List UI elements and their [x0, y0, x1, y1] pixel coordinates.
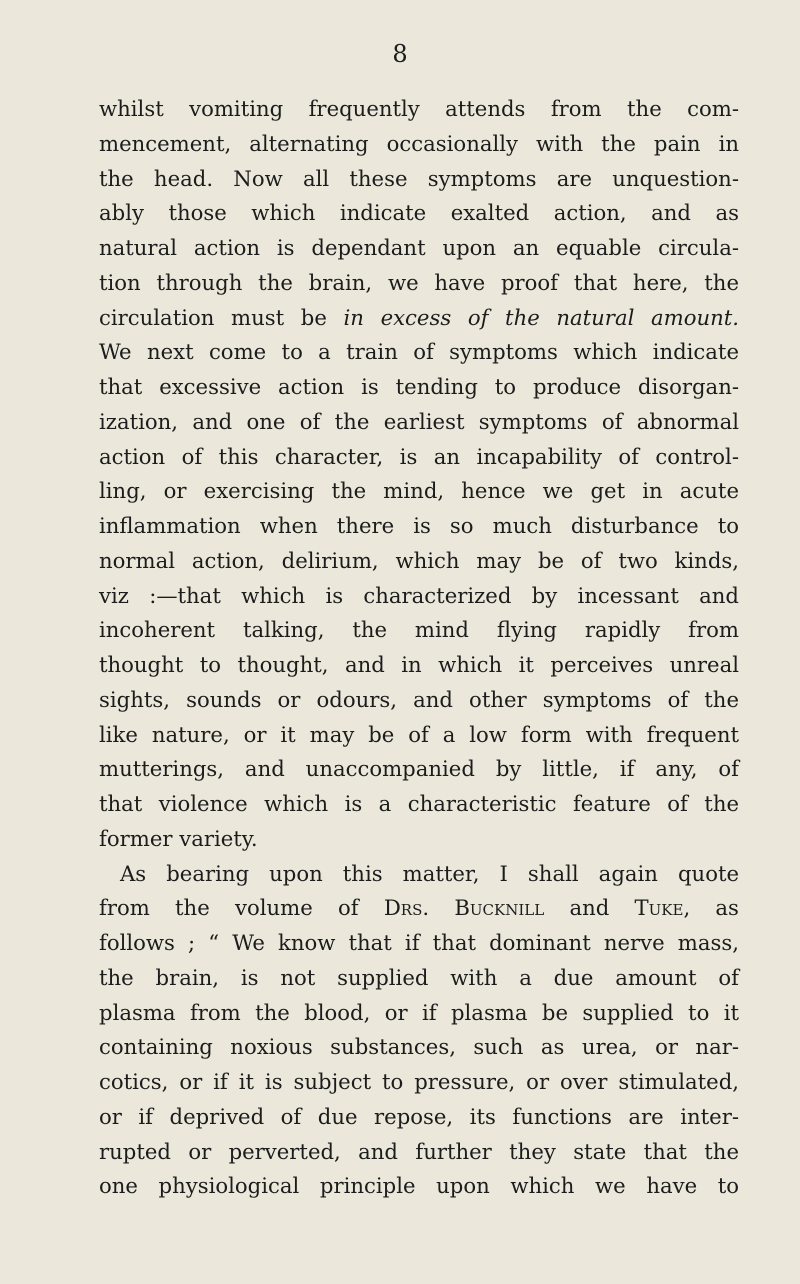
- text-line: normal action, delirium, which may be of two kinds,: [99, 547, 739, 573]
- text-segment: as: [715, 895, 739, 921]
- author-names: Drs. Bucknill: [383, 895, 545, 921]
- author-names: Tuke,: [634, 895, 691, 921]
- text-line: action of this character, is an incapability of control-: [99, 443, 739, 469]
- text-line: We next come to a train of symptoms which indicate: [99, 339, 739, 365]
- text-line: As bearing upon this matter, I shall again quote: [120, 860, 739, 886]
- text-line: thought to thought, and in which it perceives unreal: [99, 652, 739, 677]
- text-line: [99, 891, 739, 926]
- text-line: that excessive action is tending to produce disorgan-: [99, 374, 739, 399]
- italic-emphasis: in excess of the natural amount.: [343, 304, 739, 330]
- text-line: follows ; “ We know that if that dominant nerve mass,: [99, 930, 739, 955]
- text-line: ling, or exercising the mind, hence we get in acute: [99, 478, 739, 504]
- text-line: natural action is dependant upon an equable circula-: [99, 235, 739, 260]
- text-line: the brain, is not supplied with a due amount of: [99, 964, 739, 990]
- text-line: whilst vomiting frequently attends from the com-: [99, 96, 739, 121]
- text-line: ization, and one of the earliest symptoms of abnormal: [99, 408, 739, 434]
- text-line: plasma from the blood, or if plasma be supplied to it: [99, 999, 739, 1025]
- text-line: mencement, alternating occasionally with the pain in: [99, 130, 739, 156]
- text-line: tion through the brain, we have proof that here, the: [99, 269, 739, 295]
- text-line: one physiological principle upon which we have to: [99, 1173, 739, 1199]
- text-segment: from the volume of: [99, 895, 359, 921]
- text-line: or if deprived of due repose, its functions are inter-: [99, 1103, 739, 1129]
- body-text: [99, 92, 739, 1204]
- text-line: viz :—that which is characterized by incessant and: [99, 582, 739, 608]
- text-line: cotics, or if it is subject to pressure, or over stimulated,: [99, 1069, 739, 1094]
- text-line: [99, 301, 739, 336]
- text-line: former variety.: [99, 825, 258, 851]
- text-line: that violence which is a characteristic feature of the: [99, 791, 739, 816]
- text-line: mutterings, and unaccompanied by little, if any, of: [99, 756, 739, 782]
- text-line: the head. Now all these symptoms are unquestion-: [99, 165, 739, 191]
- text-segment: circulation must be: [99, 304, 327, 330]
- page-number: 8: [392, 40, 408, 68]
- text-line: sights, sounds or odours, and other symptoms of the: [99, 686, 739, 712]
- text-line: rupted or perverted, and further they state that the: [99, 1138, 739, 1164]
- text-line: containing noxious substances, such as urea, or nar-: [99, 1034, 739, 1060]
- text-segment: and: [569, 895, 610, 921]
- text-line: like nature, or it may be of a low form with frequent: [99, 721, 739, 747]
- text-line: ably those which indicate exalted action, and as: [99, 200, 739, 226]
- text-line: incoherent talking, the mind flying rapidly from: [99, 617, 739, 643]
- text-line: inflammation when there is so much disturbance to: [99, 513, 739, 538]
